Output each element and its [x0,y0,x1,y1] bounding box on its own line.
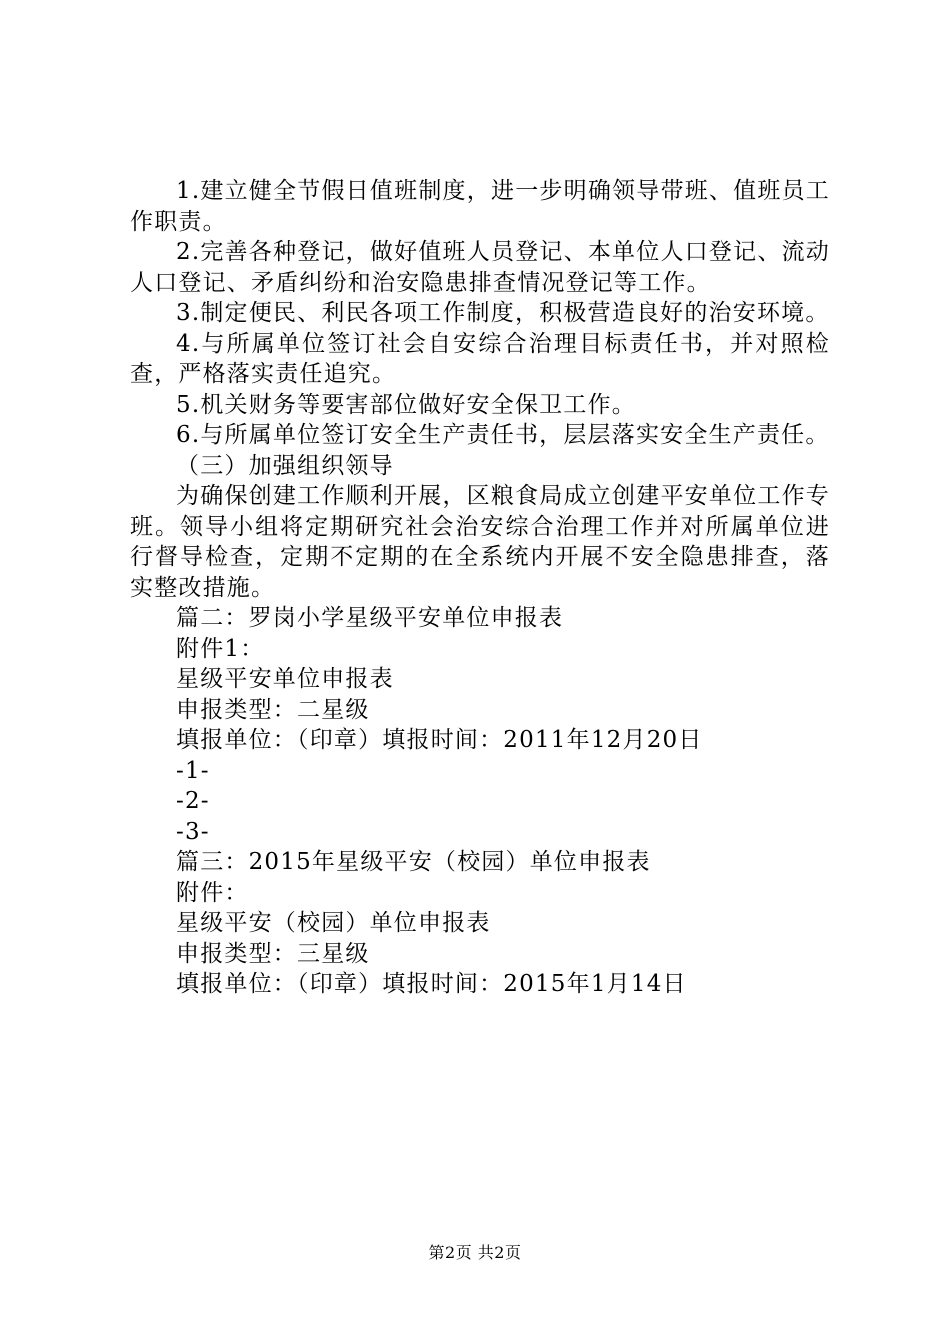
article-three-title: 篇三：2015年星级平安（校园）单位申报表 [176,849,651,875]
paragraph-item-3: 3.制定便民、利民各项工作制度，积极营造良好的治安环境。 [176,300,830,326]
form-title-1: 星级平安单位申报表 [176,666,394,692]
application-type-1: 申报类型：二星级 [176,696,370,723]
application-type-2: 申报类型：三星级 [176,940,370,967]
attachment-label-2: 附件： [176,879,249,906]
form-title-2: 星级平安（校园）单位申报表 [176,910,491,936]
page-marker-3: -3- [176,818,210,845]
document-body [130,176,830,1000]
page-marker-1: -1- [176,757,210,784]
page-marker-2: -2- [176,788,210,814]
paragraph-item-6: 6.与所属单位签订安全生产责任书，层层落实安全生产责任。 [176,422,830,448]
filing-info-2: 填报单位：（印章）填报时间：2015年1月14日 [176,971,687,997]
article-two-title: 篇二：罗岗小学星级平安单位申报表 [176,605,564,631]
filing-info-1: 填报单位：（印章）填报时间：2011年12月20日 [176,727,703,753]
paragraph-leadership: 为确保创建工作顺利开展，区粮食局成立创建平安单位工作专班。领导小组将定期研究社会治安综合治理工作并对所属单位进行督导检查，定期不定期的在全系统内开展不安全隐患排查，落实整改措施。 [130,483,830,601]
paragraph-item-5: 5.机关财务等要害部位做好安全保卫工作。 [176,391,636,418]
paragraph-item-4: 4.与所属单位签订社会自安综合治理目标责任书，并对照检查，严格落实责任追究。 [130,330,830,387]
page-footer: 第2页 共2页 [428,1243,522,1262]
paragraph-item-1: 1.建立健全节假日值班制度，进一步明确领导带班、值班员工作职责。 [130,178,830,235]
attachment-label-1: 附件1： [176,635,265,662]
paragraph-item-2: 2.完善各种登记，做好值班人员登记、本单位人口登记、流动人口登记、矛盾纠纷和治安隐患排查情况登记等工作。 [130,239,830,296]
section-heading: （三）加强组织领导 [176,452,394,479]
